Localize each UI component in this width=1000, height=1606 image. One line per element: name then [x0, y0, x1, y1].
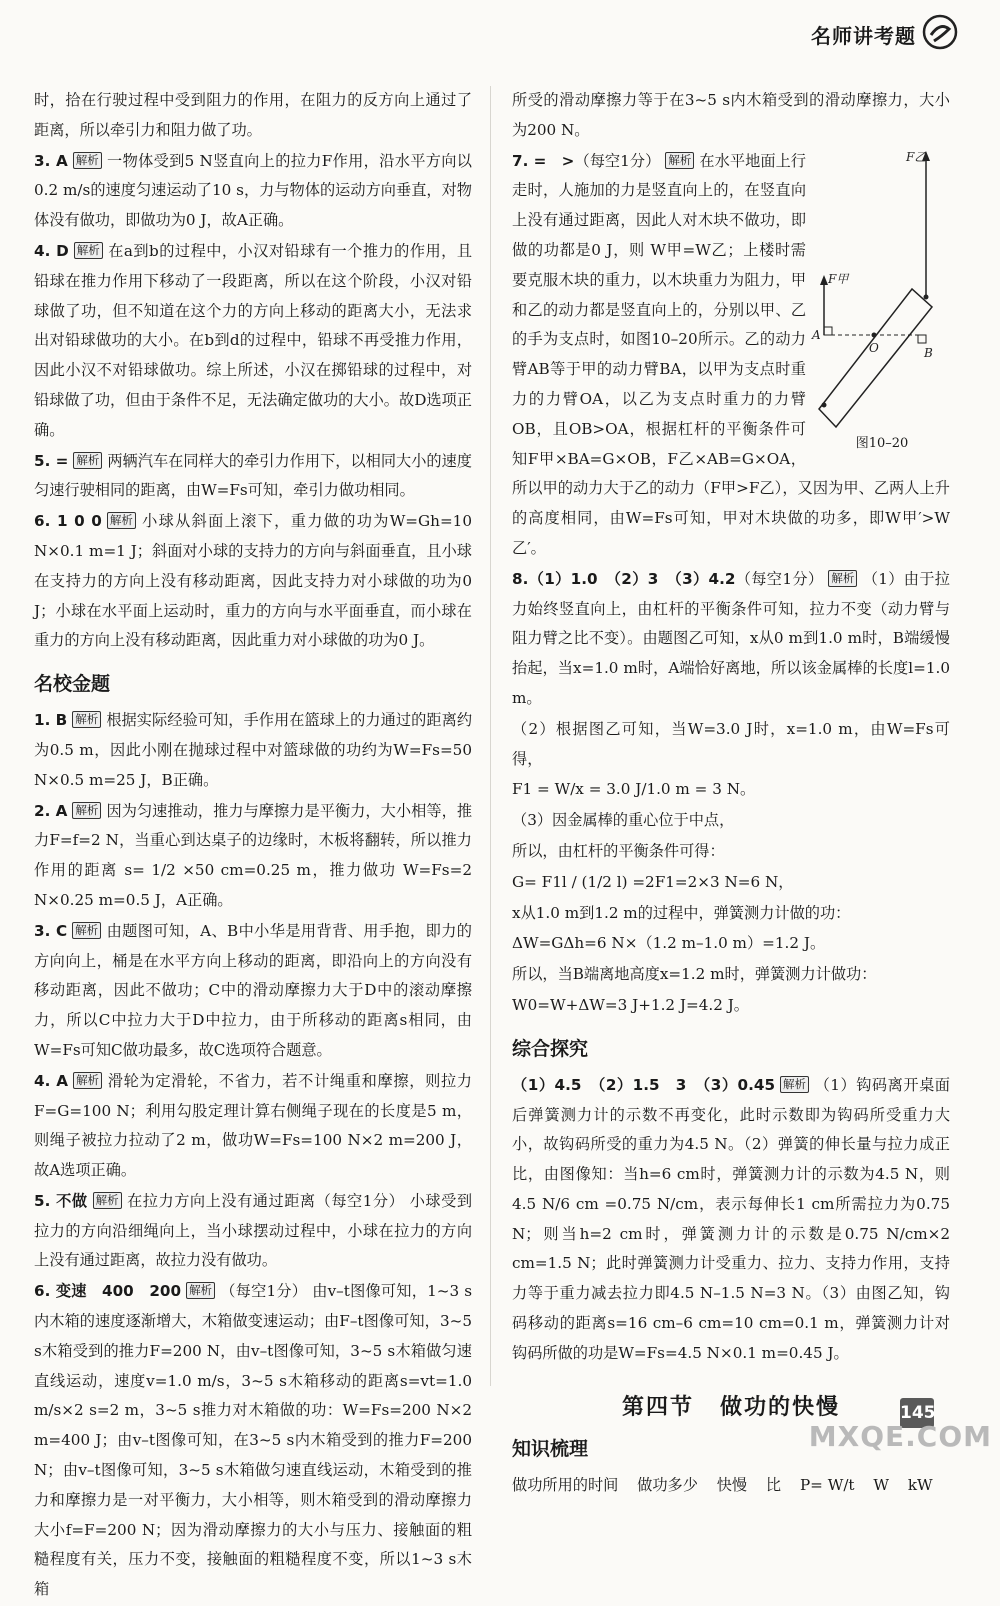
label-f2: F乙 — [906, 149, 927, 164]
label-o: O — [869, 340, 879, 355]
answer-text: 在a到b的过程中，小汉对铅球有一个推力的作用，且铅球在推力作用下移动了一段距离，所以在这个阶段，小汉对铅球做了功，但不知道在这个力的方向上移动的距离大小，无法求出对铅球做功的大小。在b到d的过程中，铅球不再受推力作用，因此小汉不对铅球做功。综上所述，小汉在掷铅球的过程中，对铅球做了功，但由于条件不足，无法确定做功的大小。故D选项正确。 — [34, 241, 473, 439]
analysis-tag: 解析 — [186, 1282, 215, 1299]
analysis-tag: 解析 — [73, 1072, 102, 1089]
label-f1: F甲 — [828, 271, 849, 286]
answer-item-5b — [34, 1187, 472, 1276]
column-divider — [490, 86, 491, 1386]
answer-number: （1）4.5 （2）1.5 3 （3）0.45 — [512, 1075, 776, 1094]
answer-number: 3. A — [34, 151, 68, 170]
answer-text: 小球从斜面上滚下，重力做的功为W=Gh=10 N×0.1 m=1 J；斜面对小球的支持力的方向与斜面垂直，且小球在支持力的方向上没有移动距离，因此支持力对小球做的功为0 J；小球在水平面上运动时，重力的方向与水平面垂直，而小球在重力的方向上没有移动距离，因此重力对小球做的功为0 J。 — [34, 512, 472, 650]
answer-number: 6. 变速 400 200 — [34, 1282, 182, 1301]
formula-delta-w: ΔW=GΔh=6 N×（1.2 m–1.0 m）=1.2 J。 — [512, 934, 826, 953]
series-title: 名师讲考题 — [811, 24, 916, 48]
formula-g: G= F1l / (1/2 l) =2F1=2×3 N=6 N， — [512, 872, 794, 891]
answer-item-1 — [34, 706, 472, 795]
answer-item-8 — [512, 565, 950, 714]
page-header — [0, 0, 1000, 60]
section-heading-zonghe: 综合探究 — [512, 1037, 589, 1060]
answer-item-3b — [34, 917, 472, 1066]
answer-8-part5: x从1.0 m到1.2 m的过程中，弹簧测力计做的功： — [512, 903, 851, 922]
score-note: （每空1分） — [574, 151, 661, 170]
score-note: （每空1分） — [735, 569, 824, 588]
lever-diagram — [814, 147, 950, 435]
answer-number: 5. = — [34, 451, 69, 470]
label-b: B — [924, 345, 933, 360]
knowledge-blank: P= W/t — [799, 1475, 855, 1494]
answer-text: 在拉力方向上没有通过距离（每空1分） 小球受到拉力的方向沿细绳向上，当小球摆动过程中，小球在拉力的方向上没有通过距离，故拉力没有做功。 — [34, 1191, 473, 1270]
answer-number: 6. 1 0 0 — [34, 512, 102, 531]
section-heading-zhishi: 知识梳理 — [512, 1437, 589, 1460]
answer-item-3 — [34, 147, 472, 236]
right-continuation: 所受的滑动摩擦力等于在3~5 s内木箱受到的滑动摩擦力，大小为200 N。 — [512, 91, 950, 139]
answer-8-part2: （2）根据图乙可知，当W=3.0 J时，x=1.0 m，由W=Fs可得， — [512, 719, 950, 768]
answer-text: 滑轮为定滑轮，不省力，若不计绳重和摩擦，则拉力F=G=100 N；利用勾股定理计算右侧绳子现在的长度是5 m，则绳子被拉力拉动了2 m，做功W=Fs=100 N×2 m=200 J，故A选项正确。 — [34, 1071, 472, 1180]
formula-w0: W0=W+ΔW=3 J+1.2 J=4.2 J。 — [512, 995, 749, 1014]
knowledge-blank: W — [873, 1475, 889, 1494]
page-number: 145 — [900, 1398, 934, 1428]
figure-caption: 图10–20 — [855, 435, 909, 451]
figure-10-20 — [814, 147, 950, 455]
series-logo-icon — [922, 14, 958, 50]
watermark: MXQE.COM — [808, 1420, 992, 1453]
comprehensive-answer — [512, 1071, 950, 1369]
answer-text: 两辆汽车在同样大的牵引力作用下，以相同大小的速度匀速行驶相同的距离，由W=Fs可知，牵引力做功相同。 — [34, 451, 472, 500]
answer-number: 4. A — [34, 1071, 69, 1090]
section-heading-mingxiao: 名校金题 — [34, 673, 111, 696]
answer-number: 2. A — [34, 801, 68, 820]
analysis-tag: 解析 — [828, 570, 857, 587]
answer-text: （每空1分） 由v–t图像可知，1~3 s内木箱的速度逐渐增大，木箱做变速运动；由F–t图像可知，3~5 s木箱受到的推力F=200 N，由v–t图像可知，3~5 s木箱做匀速直线运动，速度v=1.0 m/s，3~5 s木箱移动的距离s=vt=1.0 m/s×2 s=2 m，3~5 s推力对木箱做的功：W=Fs=200 N×2 m=400 J；由v–t图像可知，在3~5 s内木箱受到的推力F=200 N；由v–t图像可知，3~5 s木箱做匀速直线运动，木箱受到的推力和摩擦力是一对平衡力，大小相等，则木箱受到的滑动摩擦力大小f=F=200 N；因为滑动摩擦力的大小与压力、接触面的粗糙程度有关，压力不变，接触面的粗糙程度不变，所以1~3 s木箱 — [34, 1282, 472, 1599]
answer-number: 8.（1）1.0 （2）3 （3）4.2 — [512, 569, 736, 588]
left-intro: 时，拾在行驶过程中受到阻力的作用，在阻力的反方向上通过了距离，所以牵引力和阻力做了功。 — [34, 91, 472, 139]
answer-item-4b — [34, 1067, 472, 1186]
answer-text: （1）由于拉力始终竖直向上，由杠杆的平衡条件可知，拉力不变（动力臂与阻力臂之比不变）。由题图乙可知，x从0 m到1.0 m时，B端缓慢抬起，当x=1.0 m时，A端恰好离地，所以该金属棒的长度l=1.0 m。 — [512, 569, 950, 707]
formula-f1: F1 = W/x = 3.0 J/1.0 m = 3 N。 — [512, 780, 756, 799]
answer-item-6b — [34, 1277, 472, 1605]
answer-text: 一物体受到5 N竖直向上的拉力F作用，沿水平方向以0.2 m/s的速度匀速运动了10 s，力与物体的运动方向垂直，对物体没有做功，即做功为0 J，故A正确。 — [34, 151, 472, 230]
answer-text: 由题图可知，A、B中小华是用背背、用手抱，即力的方向向上，桶是在水平方向上移动的距离，即沿向上的方向没有移动距离，因此不做功；C中的滑动摩擦力大于D中的滚动摩擦力，所以C中拉力大于D中拉力，由于所移动的距离s相同，由W=Fs可知C做功最多，故C选项符合题意。 — [34, 921, 472, 1059]
label-a: A — [812, 327, 821, 342]
analysis-tag: 解析 — [73, 452, 102, 469]
answer-number: 1. B — [34, 711, 68, 730]
knowledge-blank: 快慢 — [716, 1475, 748, 1494]
analysis-tag: 解析 — [72, 711, 101, 728]
answer-number: 4. D — [34, 241, 69, 260]
analysis-tag: 解析 — [93, 1192, 122, 1209]
analysis-tag: 解析 — [107, 512, 136, 529]
analysis-tag: 解析 — [780, 1076, 809, 1093]
knowledge-blank: 做功多少 — [637, 1475, 698, 1494]
analysis-tag: 解析 — [73, 152, 102, 169]
answer-8-part4: 所以，由杠杆的平衡条件可得： — [512, 841, 725, 860]
answer-text: （1）钩码离开桌面后弹簧测力计的示数不再变化，此时示数即为钩码所受重力大小，故钩码所受的重力为4.5 N。（2）弹簧的伸长量与拉力成正比，由图像知：当h=6 cm时，弹簧测力计的示数为4.5 N，则 4.5 N/6 cm =0.75 N/cm，表示每伸长1 cm所需拉力为0.75 N；则当h=2 cm时，弹簧测力计的示数是0.75 N/cm×2 cm=1.5 N；此时弹簧测力计受重力、拉力、支持力作用，支持力等于重力减去拉力即4.5 N–1.5 N=3 N。（3）由图乙知，钩码移动的距离s=16 cm–6 cm=10 cm=0.1 m，弹簧测力计对钩码所做的功是W=Fs=4.5 N×0.1 m=0.45 J。 — [512, 1075, 950, 1362]
analysis-tag: 解析 — [74, 242, 103, 259]
knowledge-blank: 做功所用的时间 — [512, 1475, 619, 1494]
answer-number: 5. 不做 — [34, 1191, 88, 1210]
answer-number: 7. = > — [512, 151, 575, 170]
answer-8-part3: （3）因金属棒的重心位于中点， — [512, 811, 735, 830]
chapter-name: 做功的快慢 — [720, 1394, 841, 1420]
right-column — [512, 86, 950, 1501]
analysis-tag: 解析 — [665, 152, 694, 169]
analysis-tag: 解析 — [72, 802, 101, 819]
answer-item-5 — [34, 447, 472, 507]
chapter-number: 第四节 — [621, 1394, 694, 1420]
left-column — [34, 86, 472, 1606]
knowledge-blank: kW — [907, 1475, 933, 1494]
answer-item-2 — [34, 797, 472, 916]
answer-8-part6: 所以，当B端离地高度x=1.2 m时，弹簧测力计做功： — [512, 965, 877, 984]
answer-item-6 — [34, 507, 472, 656]
knowledge-answers — [512, 1471, 950, 1501]
answer-text: 根据实际经验可知，手作用在篮球上的力通过的距离约为0.5 m，因此小刚在抛球过程中对篮球做的功约为W=Fs=50 N×0.5 m=25 J，B正确。 — [34, 711, 473, 789]
analysis-tag: 解析 — [72, 922, 101, 939]
knowledge-blank: 比 — [765, 1475, 782, 1494]
answer-number: 3. C — [34, 921, 68, 940]
answer-text: 在水平地面上行走时，人施加的力是竖直向上的，在竖直向上没有通过距离，因此人对木块不做功，即做的功都是0 J，则 W甲=W乙；上楼时需要克服木块的重力，以木块重力为阻力，甲和乙的动力都是竖直向上的，分别以甲、乙的手为支点时，如图10–20所示。乙的动力臂AB等于甲的动力臂BA，以甲为支点时重力的力臂OA，以乙为支点时重力的力臂OB，且OB>OA，根据杠杆的平衡条件可知F甲×BA=G×OB，F乙×AB=G×OA，所以甲的动力大于乙的动力（F甲>F乙），又因为甲、乙两人上升的高度相同，由W=Fs可知，甲对木块做的功多，即W甲′>W乙′。 — [512, 151, 950, 557]
answer-text: 因为匀速推动，推力与摩擦力是平衡力，大小相等，推力F=f=2 N，当重心到达桌子的边缘时，木板将翻转，所以推力作用的距离 s= 1/2 ×50 cm=0.25 m，推力做功 W=Fs=2 N×0.25 m=0.5 J，A正确。 — [34, 801, 473, 909]
answer-item-4 — [34, 237, 472, 446]
